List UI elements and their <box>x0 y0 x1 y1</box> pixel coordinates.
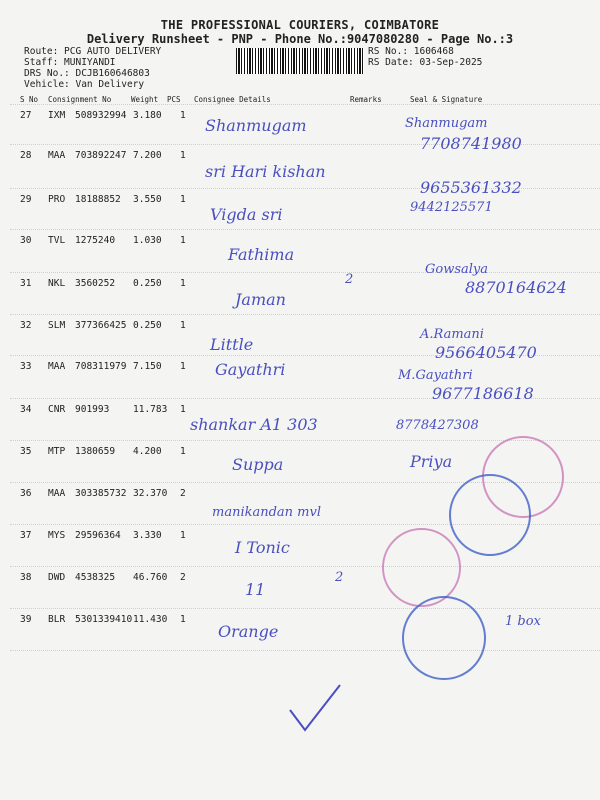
cell-weight: 1.030 <box>133 235 162 246</box>
col-seal: Seal & Signature <box>410 95 483 104</box>
cell-consignment-no: 3560252 <box>75 278 116 289</box>
cell-weight: 3.180 <box>133 110 162 121</box>
cell-code: CNR <box>48 404 66 415</box>
handwriting-phone: 8870164624 <box>465 278 567 297</box>
handwriting-consignee: Shanmugam <box>205 116 307 135</box>
handwriting-consignee: sri Hari kishan <box>205 162 326 181</box>
cell-weight: 0.250 <box>133 278 162 289</box>
handwriting-phone: 8778427308 <box>396 418 479 433</box>
cell-consignment-no: 508932994 <box>75 110 127 121</box>
cell-sno: 39 <box>20 614 32 625</box>
cell-sno: 27 <box>20 110 32 121</box>
handwriting-signature: Gowsalya <box>425 262 489 277</box>
cell-weight: 7.200 <box>133 150 162 161</box>
cell-pcs: 1 <box>180 320 186 331</box>
handwriting-consignee: shankar A1 303 <box>190 415 318 434</box>
cell-weight: 4.200 <box>133 446 162 457</box>
cell-code: BLR <box>48 614 66 625</box>
cell-sno: 29 <box>20 194 32 205</box>
runsheet-subtitle: Delivery Runsheet - PNP - Phone No.:9047080280 - Page No.:3 <box>86 32 514 46</box>
handwriting-mark: 2 <box>335 570 344 585</box>
col-consignee: Consignee Details <box>194 95 271 104</box>
cell-sno: 31 <box>20 278 32 289</box>
staff-line: Staff: MUNIYANDI <box>24 57 116 68</box>
handwriting-signature: Shanmugam <box>405 116 488 131</box>
cell-code: MYS <box>48 530 66 541</box>
cell-code: MAA <box>48 361 66 372</box>
cell-weight: 46.760 <box>133 572 168 583</box>
cell-consignment-no: 703892247 <box>75 150 127 161</box>
handwriting-phone: 9566405470 <box>435 343 537 362</box>
cell-consignment-no: 708311979 <box>75 361 127 372</box>
handwriting-consignee: manikandan mvl <box>212 505 322 520</box>
cell-consignment-no: 901993 <box>75 404 110 415</box>
cell-weight: 3.330 <box>133 530 162 541</box>
cell-consignment-no: 1380659 <box>75 446 116 457</box>
handwriting-signature: Priya <box>410 452 453 471</box>
cell-pcs: 1 <box>180 404 186 415</box>
col-weight: Weight <box>131 95 159 104</box>
row-divider <box>10 650 600 651</box>
cell-weight: 11.430 <box>133 614 168 625</box>
cell-sno: 35 <box>20 446 32 457</box>
cell-pcs: 1 <box>180 530 186 541</box>
cell-pcs: 1 <box>180 150 186 161</box>
cell-pcs: 1 <box>180 614 186 625</box>
row-divider <box>10 566 600 567</box>
cell-pcs: 1 <box>180 110 186 121</box>
cell-sno: 34 <box>20 404 32 415</box>
row-divider <box>10 314 600 315</box>
route-line: Route: PCG AUTO DELIVERY <box>24 46 162 57</box>
cell-consignment-no: 377366425 <box>75 320 127 331</box>
cell-code: IXM <box>48 110 66 121</box>
col-consignment: Consignment No <box>48 95 112 104</box>
cell-weight: 3.550 <box>133 194 162 205</box>
handwriting-remark: 1 box <box>505 614 541 629</box>
barcode <box>236 48 364 74</box>
handwriting-consignee: Fathima <box>228 245 295 264</box>
cell-sno: 30 <box>20 235 32 246</box>
vehicle-line: Vehicle: Van Delivery <box>24 79 145 90</box>
row-divider <box>10 272 600 273</box>
row-divider <box>10 104 600 105</box>
col-pcs: PCS <box>167 95 181 104</box>
handwriting-consignee: Suppa <box>232 455 284 474</box>
drs-line: DRS No.: DCJB160646803 <box>24 68 150 79</box>
row-divider <box>10 608 600 609</box>
handwriting-phone: 9655361332 <box>420 178 522 197</box>
cell-code: DWD <box>48 572 66 583</box>
sheet-meta-right <box>368 46 482 68</box>
cell-pcs: 1 <box>180 278 186 289</box>
cell-code: MAA <box>48 488 66 499</box>
cell-pcs: 1 <box>180 194 186 205</box>
handwriting-consignee: Gayathri <box>215 360 286 379</box>
stamp-seal <box>382 528 461 607</box>
sheet-meta-left <box>24 46 161 90</box>
cell-pcs: 1 <box>180 235 186 246</box>
col-remarks: Remarks <box>350 95 382 104</box>
handwriting-consignee: I Tonic <box>235 538 290 557</box>
cell-code: SLM <box>48 320 66 331</box>
rs-number: RS No.: 1606468 <box>368 46 454 57</box>
rs-date: RS Date: 03-Sep-2025 <box>368 57 483 68</box>
handwriting-consignee: Orange <box>218 622 279 641</box>
handwriting-consignee: Jaman <box>235 290 286 309</box>
company-title: THE PROFESSIONAL COURIERS, COIMBATORE <box>160 18 440 32</box>
col-sno: S No <box>20 95 39 104</box>
cell-consignment-no: 29596364 <box>75 530 121 541</box>
cell-consignment-no: 5301339410 <box>75 614 133 625</box>
cell-code: MAA <box>48 150 66 161</box>
cell-sno: 37 <box>20 530 32 541</box>
handwriting-phone: 7708741980 <box>420 134 522 153</box>
cell-pcs: 2 <box>180 488 186 499</box>
handwriting-signature: A.Ramani <box>420 327 484 342</box>
table-header <box>0 95 600 107</box>
cell-consignment-no: 4538325 <box>75 572 116 583</box>
stamp-seal <box>402 596 486 680</box>
handwriting-mark: 2 <box>345 272 354 287</box>
cell-sno: 38 <box>20 572 32 583</box>
cell-consignment-no: 1275240 <box>75 235 116 246</box>
handwriting-phone: 9442125571 <box>410 200 493 215</box>
cell-sno: 33 <box>20 361 32 372</box>
cell-sno: 32 <box>20 320 32 331</box>
stamp-seal <box>449 474 531 556</box>
cell-weight: 0.250 <box>133 320 162 331</box>
handwriting-signature: M.Gayathri <box>398 368 473 383</box>
cell-sno: 36 <box>20 488 32 499</box>
checkmark-icon <box>285 680 345 740</box>
cell-code: MTP <box>48 446 66 457</box>
cell-consignment-no: 303385732 <box>75 488 127 499</box>
handwriting-consignee: Little <box>210 335 254 354</box>
cell-pcs: 1 <box>180 361 186 372</box>
cell-code: TVL <box>48 235 66 246</box>
cell-sno: 28 <box>20 150 32 161</box>
row-divider <box>10 229 600 230</box>
cell-weight: 11.783 <box>133 404 168 415</box>
handwriting-phone: 9677186618 <box>432 384 534 403</box>
cell-code: NKL <box>48 278 66 289</box>
handwriting-consignee: Vigda sri <box>210 205 283 224</box>
cell-weight: 7.150 <box>133 361 162 372</box>
cell-weight: 32.370 <box>133 488 168 499</box>
cell-code: PRO <box>48 194 66 205</box>
cell-consignment-no: 18188852 <box>75 194 121 205</box>
cell-pcs: 2 <box>180 572 186 583</box>
handwriting-consignee: 11 <box>245 580 266 599</box>
cell-pcs: 1 <box>180 446 186 457</box>
